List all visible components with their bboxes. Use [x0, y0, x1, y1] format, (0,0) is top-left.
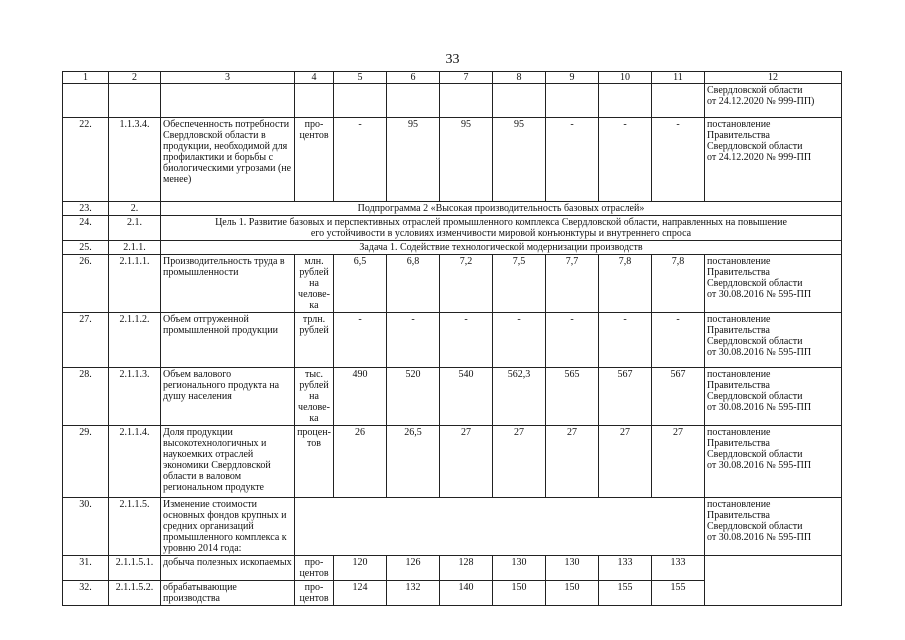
value-cell: 565 [546, 368, 599, 426]
row-number-cell: 31. [63, 556, 109, 581]
header-cell: 3 [161, 72, 295, 84]
basis-cell: постановление Правительства Свердловской области от 30.08.2016 № 595-ПП [705, 313, 842, 368]
row-code-cell: 2.1.1.4. [109, 426, 161, 498]
table-row [63, 556, 842, 581]
value-cell: 7,7 [546, 255, 599, 313]
value-cell: - [652, 313, 705, 368]
table-row [63, 498, 842, 556]
header-cell: 4 [295, 72, 334, 84]
value-cell: 124 [334, 581, 387, 606]
basis-cell: постановление Правительства Свердловской области от 30.08.2016 № 595-ПП [705, 368, 842, 426]
value-cell: 95 [387, 118, 440, 202]
unit-cell: тыс. рублей на челове- ка [295, 368, 334, 426]
value-cell: 520 [387, 368, 440, 426]
unit-cell: процен- тов [295, 426, 334, 498]
value-cell: 126 [387, 556, 440, 581]
row-code-cell: 2.1.1. [109, 241, 161, 255]
value-cell: 562,3 [493, 368, 546, 426]
row-number-cell: 29. [63, 426, 109, 498]
row-number-cell: 26. [63, 255, 109, 313]
value-cell: 26,5 [387, 426, 440, 498]
value-cell: 95 [493, 118, 546, 202]
row-number-cell: 32. [63, 581, 109, 606]
indicator-name-cell: Изменение стоимости основных фондов крупных и средних организаций промышленного комплекса к уровню 2014 года: [161, 498, 295, 556]
value-cell: - [546, 313, 599, 368]
value-cell: 130 [493, 556, 546, 581]
basis-cell: постановление Правительства Свердловской области от 24.12.2020 № 999-ПП [705, 118, 842, 202]
table-row [63, 202, 842, 216]
row-number-cell: 25. [63, 241, 109, 255]
unit-cell: про- центов [295, 118, 334, 202]
value-cell: 27 [546, 426, 599, 498]
value-cell: 490 [334, 368, 387, 426]
indicator-name-cell: Производительность труда в промышленности [161, 255, 295, 313]
indicator-name-cell: Доля продукции высокотехнологичных и наукоемких отраслей экономики Свердловской области в валовом региональном продукте [161, 426, 295, 498]
indicator-name-cell: обрабатывающие производства [161, 581, 295, 606]
value-cell: 130 [546, 556, 599, 581]
value-cell: 150 [546, 581, 599, 606]
header-cell: 10 [599, 72, 652, 84]
header-cell: 7 [440, 72, 493, 84]
section-title-cell: Подпрограмма 2 «Высокая производительность базовых отраслей» [161, 202, 842, 216]
basis-cell: постановление Правительства Свердловской области от 30.08.2016 № 595-ПП [705, 498, 842, 556]
row-code-cell: 2.1.1.5.1. [109, 556, 161, 581]
row-code-cell: 2.1.1.5.2. [109, 581, 161, 606]
empty-merged-cell [705, 556, 842, 606]
value-cell: 27 [652, 426, 705, 498]
header-cell: 11 [652, 72, 705, 84]
value-cell: - [440, 313, 493, 368]
value-cell: 120 [334, 556, 387, 581]
table-row [63, 241, 842, 255]
value-cell: 95 [440, 118, 493, 202]
value-cell: - [334, 313, 387, 368]
table-row [63, 118, 842, 202]
row-number-cell: 30. [63, 498, 109, 556]
header-cell: 6 [387, 72, 440, 84]
value-cell: 133 [652, 556, 705, 581]
basis-cell: постановление Правительства Свердловской области от 30.08.2016 № 595-ПП [705, 426, 842, 498]
table-row [63, 426, 842, 498]
value-cell: - [334, 118, 387, 202]
header-cell: 8 [493, 72, 546, 84]
value-cell: - [493, 313, 546, 368]
section-title-cell: Задача 1. Содействие технологической модернизации производств [161, 241, 842, 255]
header-cell: 9 [546, 72, 599, 84]
header-cell: 5 [334, 72, 387, 84]
unit-cell: трлн. рублей [295, 313, 334, 368]
indicators-table [62, 71, 842, 606]
table-row [63, 216, 842, 241]
value-cell: 26 [334, 426, 387, 498]
page-number: 33 [445, 52, 460, 67]
value-cell: 140 [440, 581, 493, 606]
value-cell: 27 [493, 426, 546, 498]
basis-cell: Свердловской области от 24.12.2020 № 999-ПП) [705, 84, 842, 118]
value-cell: 7,2 [440, 255, 493, 313]
row-code-cell: 2.1.1.1. [109, 255, 161, 313]
value-cell: 7,5 [493, 255, 546, 313]
row-code-cell: 2.1.1.2. [109, 313, 161, 368]
row-number-cell: 28. [63, 368, 109, 426]
row-code-cell: 2.1. [109, 216, 161, 241]
value-cell: 150 [493, 581, 546, 606]
row-code-cell: 1.1.3.4. [109, 118, 161, 202]
value-cell: - [546, 118, 599, 202]
table-row [63, 255, 842, 313]
unit-cell: млн. рублей на челове- ка [295, 255, 334, 313]
indicator-name-cell: Объем отгруженной промышленной продукции [161, 313, 295, 368]
value-cell: 155 [652, 581, 705, 606]
row-code-cell: 2.1.1.3. [109, 368, 161, 426]
row-number-cell: 23. [63, 202, 109, 216]
header-cell: 12 [705, 72, 842, 84]
row-code-cell: 2. [109, 202, 161, 216]
row-number-cell: 22. [63, 118, 109, 202]
value-cell: 27 [440, 426, 493, 498]
section-title-cell: Цель 1. Развитие базовых и перспективных отраслей промышленного комплекса Свердловской области, направленных на повышение его устойчивости в условиях изменчивости мировой конъюнктуры и внутреннего спроса [161, 216, 842, 241]
basis-cell: постановление Правительства Свердловской области от 30.08.2016 № 595-ПП [705, 255, 842, 313]
value-cell: 27 [599, 426, 652, 498]
value-cell: 155 [599, 581, 652, 606]
row-code-cell: 2.1.1.5. [109, 498, 161, 556]
row-number-cell: 24. [63, 216, 109, 241]
value-cell: 128 [440, 556, 493, 581]
continuation-row [63, 84, 842, 118]
value-cell: 7,8 [599, 255, 652, 313]
empty-merged-cell [295, 498, 705, 556]
table-row [63, 313, 842, 368]
unit-cell: про- центов [295, 556, 334, 581]
value-cell: - [599, 118, 652, 202]
indicator-name-cell: Объем валового регионального продукта на душу населения [161, 368, 295, 426]
indicator-name-cell: добыча полезных ископаемых [161, 556, 295, 581]
value-cell: 132 [387, 581, 440, 606]
header-cell: 1 [63, 72, 109, 84]
unit-cell: про- центов [295, 581, 334, 606]
value-cell: - [387, 313, 440, 368]
value-cell: 133 [599, 556, 652, 581]
header-row [63, 72, 842, 84]
value-cell: - [652, 118, 705, 202]
value-cell: - [599, 313, 652, 368]
header-cell: 2 [109, 72, 161, 84]
table-row [63, 368, 842, 426]
value-cell: 540 [440, 368, 493, 426]
row-number-cell: 27. [63, 313, 109, 368]
value-cell: 567 [652, 368, 705, 426]
value-cell: 6,8 [387, 255, 440, 313]
value-cell: 7,8 [652, 255, 705, 313]
value-cell: 567 [599, 368, 652, 426]
indicator-name-cell: Обеспеченность потребности Свердловской области в продукции, необходимой для профилактики и борьбы с биологическими угрозами (не менее) [161, 118, 295, 202]
value-cell: 6,5 [334, 255, 387, 313]
